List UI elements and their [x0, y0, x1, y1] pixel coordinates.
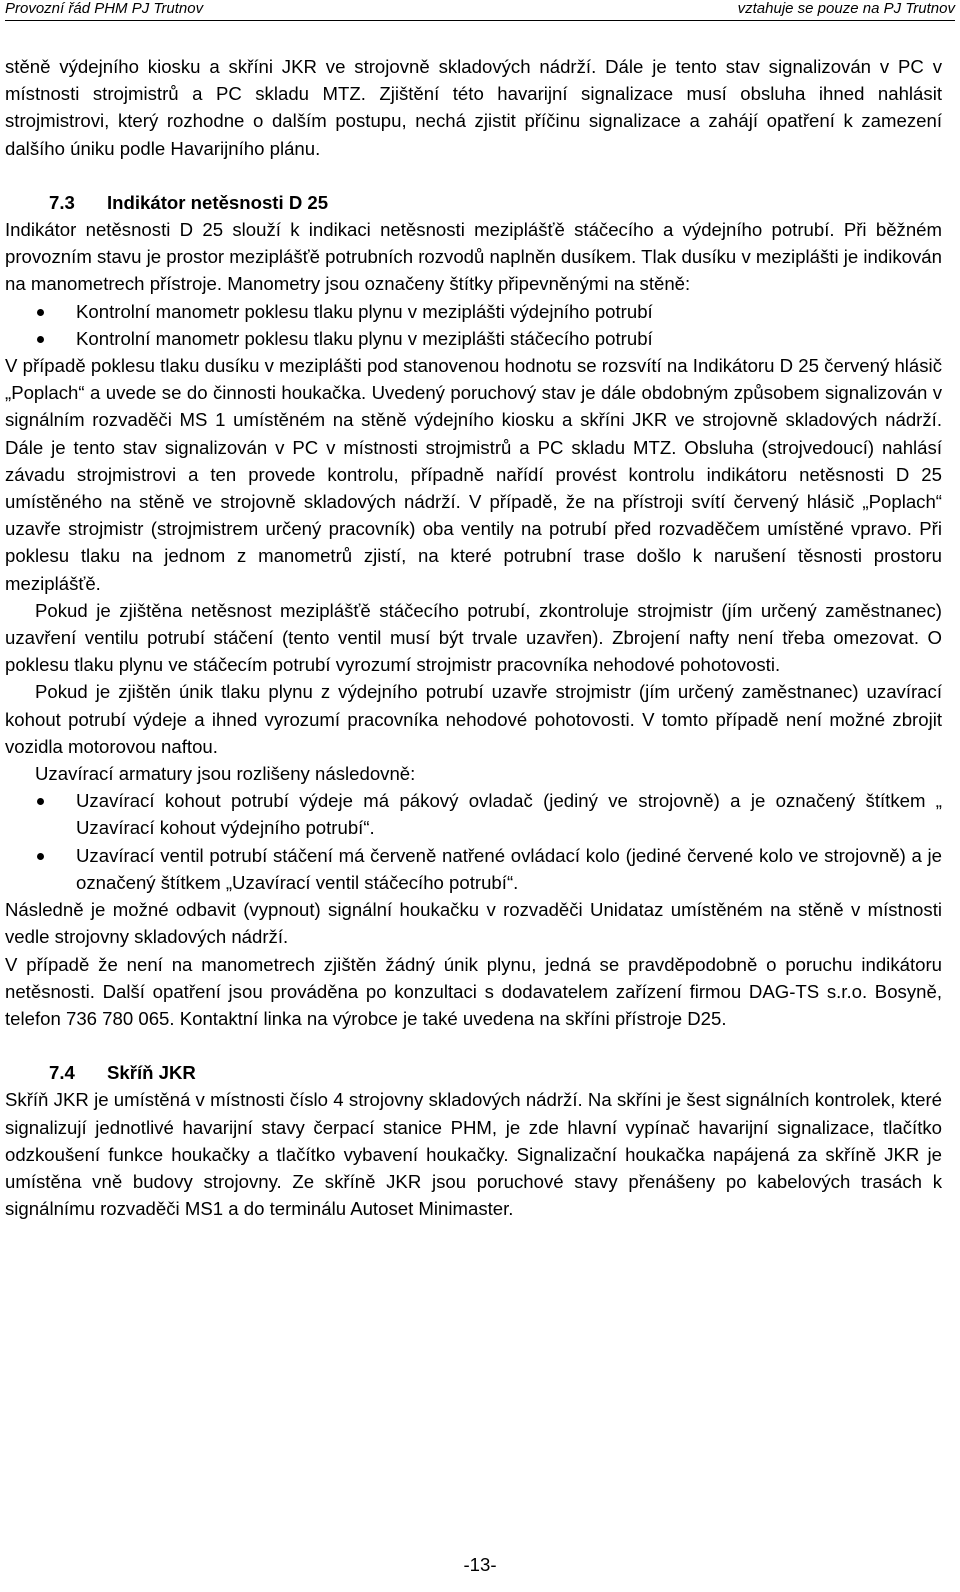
page-header [5, 0, 955, 21]
valve-list [5, 787, 942, 896]
section-7-3-armatury-paragraph: Uzavírací armatury jsou rozlišeny následovně: [35, 763, 416, 785]
section-7-4-heading [5, 1059, 942, 1086]
section-7-4-title: Skříň JKR [107, 1062, 196, 1084]
section-7-3-odbavit-paragraph: Následně je možné odbavit (vypnout) signální houkačku v rozvaděči Unidataz umístěném na stěně v místnosti vedle strojovny skladových nádrží. [5, 899, 942, 948]
list-item: Kontrolní manometr poklesu tlaku plynu v meziplášti výdejního potrubí [5, 298, 942, 325]
section-7-3-vydej-paragraph: Pokud je zjištěn únik tlaku plynu z výdejního potrubí uzavře strojmistr (jím určený zaměstnanec) uzavírací kohout potrubí výdeje a ihned vyrozumí pracovníka nehodové pohotovosti. V tomto případě není možné zbrojit vozidla motorovou naftou. [5, 681, 942, 757]
header-document-title: Provozní řád PHM PJ Trutnov [5, 0, 204, 17]
list-item: Uzavírací kohout potrubí výdeje má pákový ovladač (jediný ve strojovně) a je označený štítkem „ Uzavírací kohout výdejního potrubí“. [5, 787, 942, 841]
section-7-3-number: 7.3 [49, 191, 75, 213]
section-7-3-title: Indikátor netěsnosti D 25 [107, 191, 329, 213]
section-7-3-stacici-paragraph: Pokud je zjištěna netěsnost meziplášťě stáčecího potrubí, zkontroluje strojmistr (jím určený zaměstnanec) uzavření ventilu potrubí stáčení (tento ventil musí být trvale uzavřen). Zbrojení nafty není třeba omezovat. O poklesu tlaku plynu ve stáčecím potrubí vyrozumí strojmistr pracovníka nehodové pohotovosti. [5, 599, 942, 676]
section-7-4-paragraph: Skříň JKR je umístěná v místnosti číslo 4 strojovny skladových nádrží. Na skříni je šest signálních kontrolek, které signalizují jednotlivé havarijní stavy čerpací stanice PHM, je zde hlavní vypínač havarijní signalizace, tlačítko odzkoušení funkce houkačky a tlačítko vybavení houkačky. Signalizační houkačka napájená za skříně JKR je umístěna vně budovy strojovny. Ze skříně JKR jsou poruchové stavy přenášeny po kabelových trasách k signálnímu rozvaděči MS1 a do terminálu Autoset Minimaster. [5, 1089, 942, 1220]
manometer-list [5, 298, 942, 352]
section-7-3-detail-paragraph: V případě poklesu tlaku dusíku v meziplášti pod stanovenou hodnotu se rozsvítí na Indikátoru D 25 červený hlásič „Poplach“ a uvede se do činnosti houkačka. Uvedený poruchový stav je dále obdobným způsobem signalizován v signálním rozvaděči MS 1 umístěném na stěně výdejního kiosku a skříni JKR ve strojovně skladových nádrží. Dále je tento stav signalizován v PC v místnosti strojmistrů a PC skladu MTZ. Obsluha (strojvedoucí) nahlásí závadu strojmistrovi a ten provede kontrolu, případně nařídí provést kontrolu indikátoru netěsnosti D 25 umístěného na stěně ve strojovně skladových nádrží. V případě, že na přístroji svítí červený hlásič „Poplach“ uzavře strojmistr (strojmistrem určený pracovník) oba ventily na potrubí před rozvaděčem umístěné vpravo. Při poklesu tlaku na jednom z manometrů zjistí, na které potrubní trase došlo k narušení těsnosti prostoru meziplášťě. [5, 355, 942, 594]
intro-paragraph: stěně výdejního kiosku a skříni JKR ve strojovně skladových nádrží. Dále je tento stav signalizován v PC v místnosti strojmistrů a PC skladu MTZ. Zjištění této havarijní signalizace musí obsluha ihned nahlásit strojmistrovi, který rozhodne o dalším postupu, nechá zjistit příčinu signalizace a zahájí opatření k zamezení dalšího úniku podle Havarijního plánu. [5, 56, 942, 159]
list-item: Uzavírací ventil potrubí stáčení má červeně natřené ovládací kolo (jediné červené kolo ve strojovně) a je označený štítkem „Uzavírací ventil stáčecího potrubí“. [5, 842, 942, 896]
list-item: Kontrolní manometr poklesu tlaku plynu v meziplášti stáčecího potrubí [5, 325, 942, 352]
section-7-4-number: 7.4 [49, 1062, 75, 1084]
section-7-3-heading [5, 189, 942, 216]
section-7-3-porucha-paragraph: V případě že není na manometrech zjištěn žádný únik plynu, jedná se pravděpodobně o poruchu indikátoru netěsnosti. Další opatření jsou prováděna po konzultaci s dodavatelem zařízení firmou DAG-TS s.r.o. Bosyně, telefon 736 780 065. Kontaktní linka na výrobce je také uvedena na skříni přístroje D25. [5, 953, 942, 1029]
page-number: -13- [463, 1554, 497, 1575]
header-scope-note: vztahuje se pouze na PJ Trutnov [737, 0, 955, 17]
document-body [5, 53, 942, 1222]
section-7-3-intro-paragraph: Indikátor netěsnosti D 25 slouží k indikaci netěsnosti meziplášťě stáčecího a výdejního potrubí. Při běžném provozním stavu je prostor meziplášťě potrubních rozvodů naplněn dusíkem. Tlak dusíku v meziplášti je indikován na manometrech přístroje. Manometry jsou označeny štítky připevněnými na stěně: [5, 219, 942, 295]
